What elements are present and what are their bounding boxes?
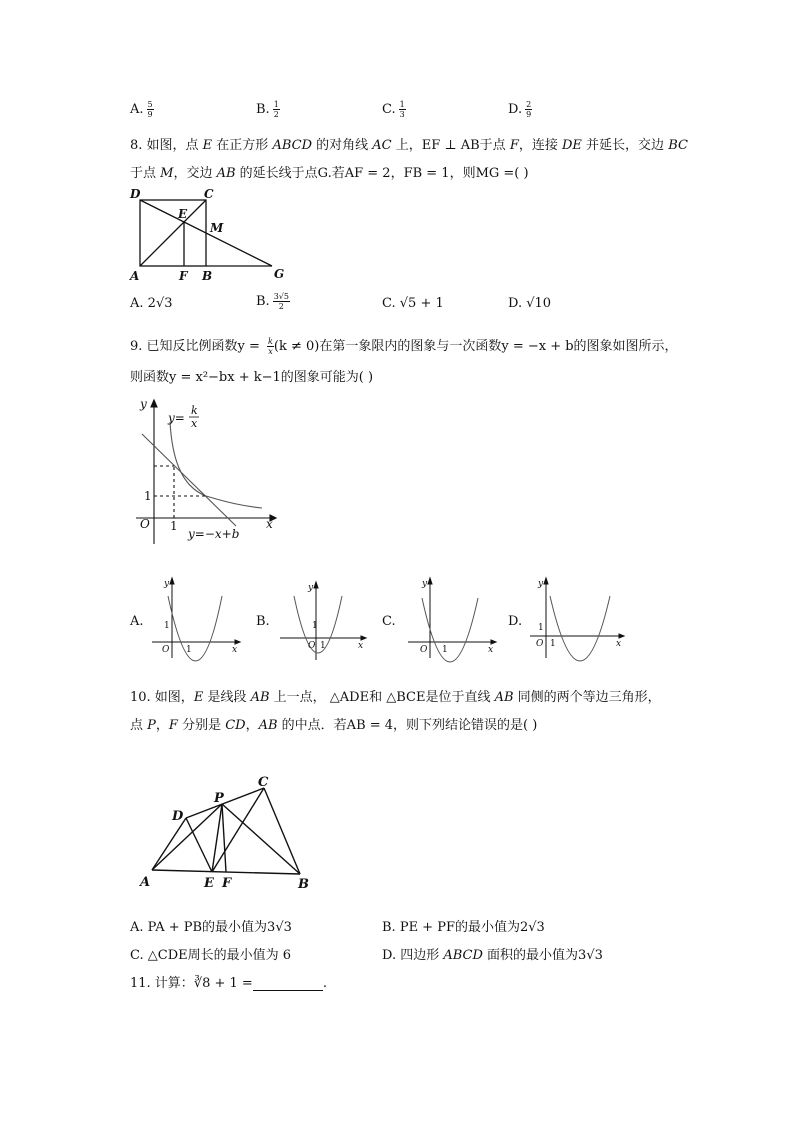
svg-text:C: C: [258, 775, 269, 790]
q8-square-figure: [128, 186, 288, 286]
svg-text:x: x: [232, 645, 238, 655]
q7-option-b: B. $\frac{1}{2}$: [256, 100, 279, 119]
q10-stem-line1: 10. 如图，E 是线段 AB 上一点， △ADE和 △BCE是位于直线 AB 同侧的两个等边三角形，: [130, 690, 661, 705]
svg-text:A: A: [140, 875, 151, 890]
svg-text:D: D: [172, 809, 184, 824]
q8-stem-line2: 于点 M，交边 AB 的延长线于点G.若AF = 2，FB = 1，则MG =( ): [130, 166, 529, 181]
svg-text:E: E: [204, 876, 214, 891]
q10-option-a: A. PA + PB的最小值为3√3: [130, 920, 292, 935]
svg-text:1: 1: [320, 641, 326, 651]
q9-stem-line1: 9. 已知反比例函数y = $\frac{k}{x}$ (k ≠ 0)在第一象限内的图象与一次函数y = −x + b的图象如图所示，: [130, 337, 678, 356]
svg-text:x: x: [488, 645, 494, 655]
svg-text:x: x: [358, 641, 364, 651]
svg-text:y=: y=: [168, 411, 185, 425]
svg-text:x: x: [266, 517, 273, 531]
svg-text:1: 1: [144, 489, 152, 503]
svg-text:y: y: [308, 583, 314, 593]
fig8-label-F: F: [179, 269, 188, 283]
svg-text:y: y: [422, 579, 428, 589]
q7-option-c: C. $\frac{1}{3}$: [382, 100, 405, 119]
q10-option-d: D. 四边形 ABCD 面积的最小值为3√3: [382, 948, 603, 963]
svg-text:O: O: [140, 517, 150, 531]
svg-text:1: 1: [170, 519, 178, 533]
q9-option-a-label: A.: [130, 614, 144, 629]
q8-stem-line1: 8. 如图，点 E 在正方形 ABCD 的对角线 AC 上，EF ⊥ AB于点 F，连接 DE 并延长，交边 BC: [130, 138, 688, 153]
q8-option-a: A. 2√3: [130, 296, 173, 311]
q9-option-c-label: C.: [382, 614, 396, 629]
svg-text:F: F: [222, 876, 232, 891]
q9-stem-line2: 则函数y = x²−bx + k−1的图象可能为( ): [130, 370, 374, 385]
svg-text:y=−x+b: y=−x+b: [188, 527, 240, 541]
q9-graph-a: [152, 576, 244, 658]
q9-function-graph: [136, 396, 286, 544]
svg-text:y: y: [140, 397, 147, 411]
q9-option-d-label: D.: [508, 614, 523, 629]
svg-text:O: O: [420, 645, 428, 655]
fig8-label-D: D: [130, 187, 141, 201]
q9-graph-c: [408, 576, 500, 658]
svg-text:k: k: [191, 404, 198, 417]
svg-text:B: B: [298, 877, 309, 892]
svg-text:1: 1: [442, 645, 448, 655]
q10-triangle-figure: [138, 774, 318, 892]
svg-text:O: O: [162, 645, 170, 655]
svg-text:y: y: [538, 579, 544, 589]
q8-option-d: D. √10: [508, 296, 552, 311]
q8-option-b: B. $\frac{3√5}{2}$: [256, 292, 289, 311]
svg-text:O: O: [536, 639, 544, 649]
answer-blank[interactable]: [253, 978, 323, 991]
q10-option-c: C. △CDE周长的最小值为 6: [130, 948, 292, 963]
q9-graph-b: [280, 580, 372, 660]
q10-stem-line2: 点 P，F 分别是 CD，AB 的中点．若AB = 4，则下列结论错误的是( ): [130, 718, 538, 733]
q9-graph-d: [530, 576, 626, 658]
svg-text:x: x: [191, 417, 198, 430]
svg-text:1: 1: [164, 621, 170, 631]
q8-option-c: C. √5 + 1: [382, 296, 444, 311]
svg-text:O: O: [308, 641, 316, 651]
fig8-label-M: M: [210, 221, 224, 235]
q7-option-a: A. $\frac{5}{9}$: [130, 100, 153, 119]
q9-option-b-label: B.: [256, 614, 270, 629]
svg-text:1: 1: [550, 639, 556, 649]
q11-stem: 11. 计算：∛8 + 1 = .: [130, 976, 327, 991]
svg-text:y: y: [164, 579, 170, 589]
svg-text:1: 1: [538, 623, 544, 633]
svg-text:P: P: [214, 791, 224, 806]
fig8-label-G: G: [274, 267, 285, 281]
svg-text:1: 1: [312, 621, 318, 631]
fig8-label-C: C: [204, 187, 214, 201]
fig8-label-E: E: [178, 207, 188, 221]
fig8-label-A: A: [130, 269, 140, 283]
svg-text:x: x: [616, 639, 622, 649]
svg-text:1: 1: [186, 645, 192, 655]
q10-option-b: B. PE + PF的最小值为2√3: [382, 920, 545, 935]
fig8-label-B: B: [202, 269, 213, 283]
q7-option-d: D. $\frac{2}{9}$: [508, 100, 532, 119]
